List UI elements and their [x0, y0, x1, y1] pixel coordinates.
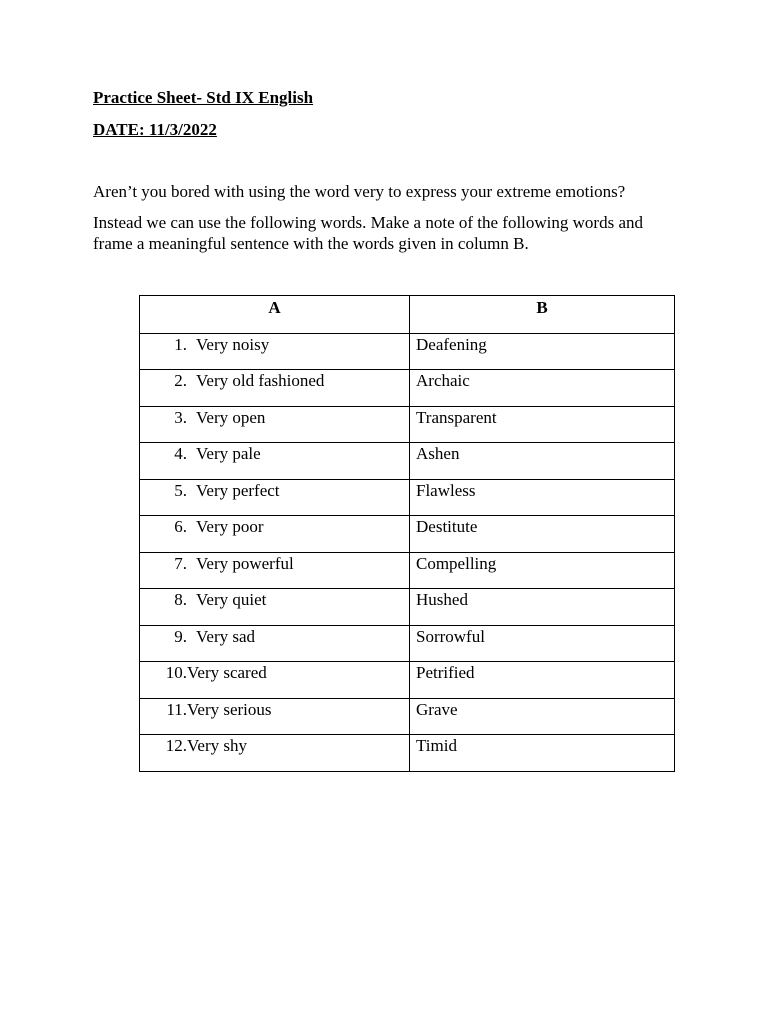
column-a-cell [140, 516, 410, 553]
page-title: Practice Sheet- Std IX English [93, 88, 314, 107]
column-b-cell: Sorrowful [410, 625, 675, 662]
phrase-text: Very powerful [196, 553, 294, 573]
item-number: 8. [174, 590, 187, 609]
phrase-text: Very scared [187, 663, 267, 682]
phrase-text: Very quiet [196, 590, 267, 609]
column-a-cell [140, 625, 410, 662]
column-b-cell: Transparent [410, 406, 675, 443]
column-b-cell: Flawless [410, 479, 675, 516]
phrase-text: Very pale [196, 444, 261, 463]
item-number: 3. [174, 407, 187, 427]
item-number: 12. [165, 736, 187, 755]
column-b-cell: Ashen [410, 443, 675, 480]
column-a-cell [140, 552, 410, 589]
table-header-row [140, 296, 675, 334]
vocabulary-table [139, 295, 675, 772]
intro-paragraph: Aren’t you bored with using the word very to express your extreme emotions? [93, 182, 626, 201]
column-b-header: B [410, 296, 675, 334]
item-number: 4. [174, 444, 187, 463]
column-a-cell [140, 443, 410, 480]
table-row [140, 370, 675, 407]
phrase-text: Very shy [187, 736, 247, 755]
table-row [140, 333, 675, 370]
item-number: 7. [174, 553, 187, 573]
item-number: 5. [174, 480, 187, 500]
column-b-cell: Deafening [410, 333, 675, 370]
item-number: 10. [165, 663, 187, 682]
phrase-text: Very sad [196, 626, 256, 646]
table-row [140, 516, 675, 553]
item-number: 2. [174, 371, 187, 390]
item-number: 1. [174, 334, 187, 354]
column-b-cell: Compelling [410, 552, 675, 589]
phrase-text: Very open [196, 407, 266, 427]
phrase-text: Very serious [187, 699, 272, 719]
table-row [140, 589, 675, 626]
column-a-header: A [140, 296, 410, 334]
table-row [140, 735, 675, 772]
date-heading: DATE: 11/3/2022 [93, 120, 217, 139]
column-b-cell: Grave [410, 698, 675, 735]
column-b-cell: Archaic [410, 370, 675, 407]
table-row [140, 625, 675, 662]
phrase-text: Very old fashioned [196, 371, 325, 390]
item-number: 6. [174, 517, 187, 536]
column-a-cell [140, 370, 410, 407]
column-a-cell [140, 406, 410, 443]
column-a-cell [140, 479, 410, 516]
column-a-cell [140, 333, 410, 370]
item-number: 9. [174, 626, 187, 646]
table-row [140, 662, 675, 699]
table-row [140, 698, 675, 735]
column-b-cell: Petrified [410, 662, 675, 699]
table-row [140, 479, 675, 516]
column-a-cell [140, 589, 410, 626]
column-b-cell: Timid [410, 735, 675, 772]
phrase-text: Very perfect [196, 480, 280, 500]
column-a-cell [140, 698, 410, 735]
phrase-text: Very noisy [196, 334, 270, 354]
column-a-cell [140, 735, 410, 772]
table-row [140, 406, 675, 443]
phrase-text: Very poor [196, 517, 264, 536]
column-b-cell: Hushed [410, 589, 675, 626]
column-b-cell: Destitute [410, 516, 675, 553]
column-a-cell [140, 662, 410, 699]
instruction-paragraph: Instead we can use the following words. Make a note of the following words and frame a meaningful sentence with the words given in column B. [93, 213, 644, 253]
table-row [140, 443, 675, 480]
table-row [140, 552, 675, 589]
item-number: 11. [166, 699, 187, 719]
